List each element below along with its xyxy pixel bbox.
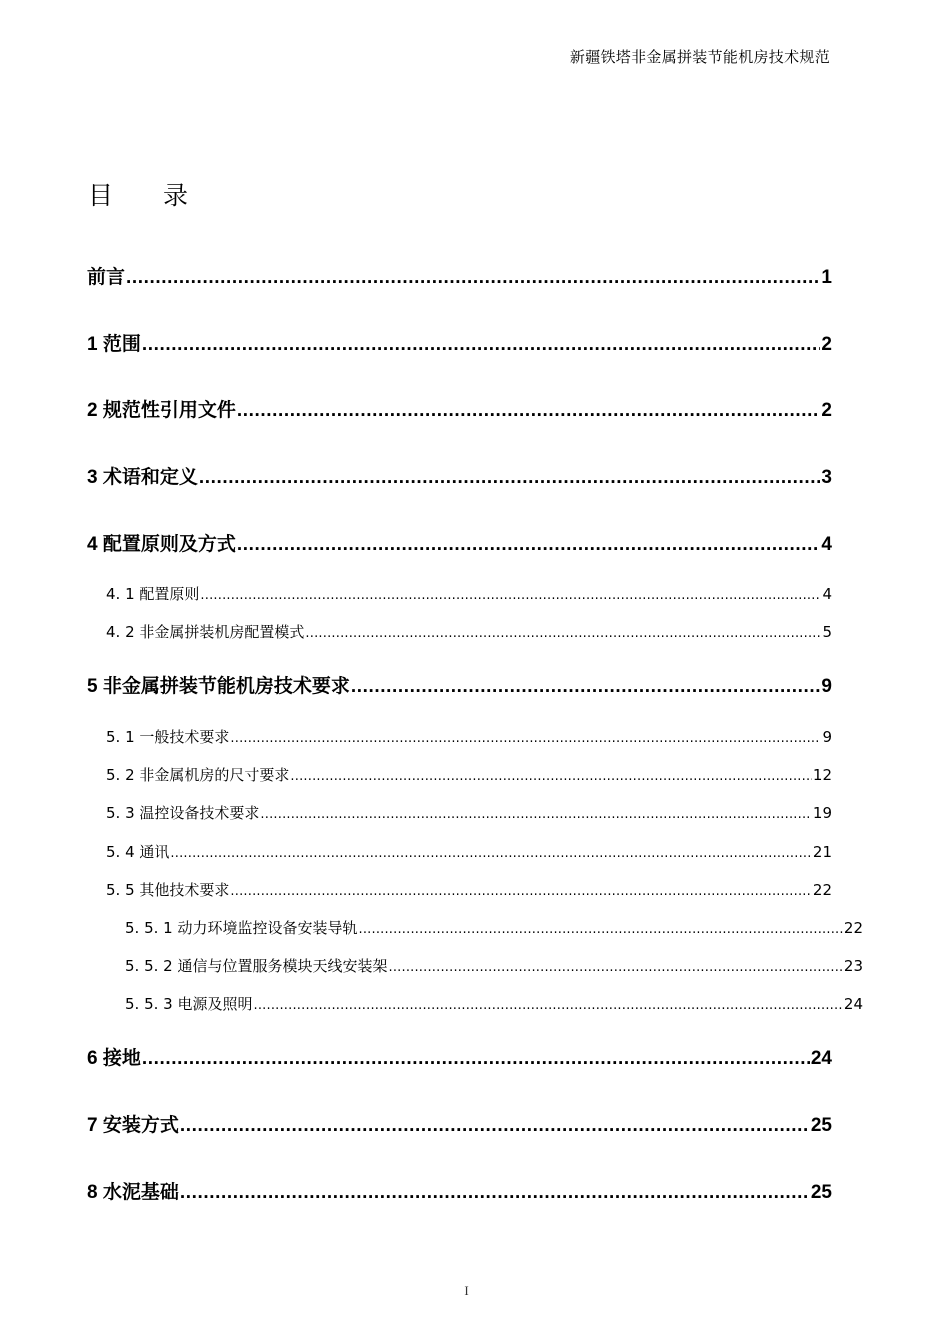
- dot-leader: [260, 807, 812, 822]
- toc-entry-5-5-2[interactable]: [125, 955, 863, 976]
- toc-entry-page: 5: [822, 623, 832, 641]
- dot-leader: [142, 334, 821, 356]
- dot-leader: [305, 626, 821, 641]
- toc-entry-label: 5. 2 非金属机房的尺寸要求: [106, 766, 290, 784]
- toc-entry-5-2[interactable]: [106, 764, 832, 785]
- toc-entry-label: 4 配置原则及方式: [87, 534, 236, 555]
- toc-entry-page: 2: [821, 400, 832, 421]
- toc-entry-preface[interactable]: [87, 262, 832, 289]
- page-number: I: [464, 1283, 469, 1298]
- toc-title-char-1: 目: [88, 181, 114, 210]
- toc-entry-page: 22: [812, 881, 832, 899]
- toc-entry-1[interactable]: [87, 329, 832, 356]
- dot-leader: [126, 267, 820, 289]
- toc-entry-6[interactable]: [87, 1043, 832, 1070]
- toc-entry-4-2[interactable]: [106, 621, 832, 642]
- dot-leader: [253, 998, 842, 1013]
- toc-entry-4[interactable]: [87, 529, 832, 556]
- toc-entry-label: 1 范围: [87, 334, 141, 355]
- toc-entry-label: 5. 5. 1 动力环境监控设备安装导轨: [125, 919, 358, 937]
- toc-entry-label: 5. 3 温控设备技术要求: [106, 804, 260, 822]
- dot-leader: [170, 846, 812, 861]
- dot-leader: [237, 400, 821, 422]
- dot-leader: [388, 960, 842, 975]
- toc-title: [88, 176, 188, 212]
- toc-entry-page: 24: [843, 995, 863, 1013]
- toc-entry-label: 2 规范性引用文件: [87, 400, 236, 421]
- toc-entry-page: 3: [821, 467, 832, 488]
- document-header: 新疆铁塔非金属拼装节能机房技术规范: [569, 48, 830, 66]
- dot-leader: [351, 676, 821, 698]
- toc-entry-5-3[interactable]: [106, 802, 832, 823]
- toc-entry-5-5-1[interactable]: [125, 917, 863, 938]
- dot-leader: [290, 769, 812, 784]
- toc-entry-label: 4. 1 配置原则: [106, 585, 200, 603]
- toc-entry-label: 7 安装方式: [87, 1115, 179, 1136]
- toc-entry-label: 8 水泥基础: [87, 1182, 179, 1203]
- toc-entry-4-1[interactable]: [106, 583, 832, 604]
- toc-entry-label: 5 非金属拼装节能机房技术要求: [87, 676, 350, 697]
- toc-entry-page: 2: [821, 334, 832, 355]
- toc-entry-2[interactable]: [87, 395, 832, 422]
- toc-entry-page: 4: [821, 534, 832, 555]
- dot-leader: [199, 467, 821, 489]
- toc-entry-page: 25: [810, 1115, 832, 1136]
- toc-entry-5-5-3[interactable]: [125, 993, 863, 1014]
- toc-entry-page: 12: [812, 766, 832, 784]
- toc-entry-label: 前言: [87, 267, 126, 288]
- toc-entry-page: 19: [812, 804, 832, 822]
- toc-entry-page: 1: [821, 267, 832, 288]
- toc-entry-page: 21: [812, 843, 832, 861]
- toc-entry-label: 5. 1 一般技术要求: [106, 728, 230, 746]
- toc-entry-page: 23: [843, 957, 863, 975]
- dot-leader: [180, 1115, 810, 1137]
- dot-leader: [358, 922, 842, 937]
- toc-entry-label: 4. 2 非金属拼装机房配置模式: [106, 623, 305, 641]
- toc-entry-3[interactable]: [87, 462, 832, 489]
- toc-entry-page: 25: [810, 1182, 832, 1203]
- toc-entry-label: 5. 5 其他技术要求: [106, 881, 230, 899]
- dot-leader: [230, 731, 821, 746]
- dot-leader: [180, 1182, 810, 1204]
- toc-entry-label: 5. 5. 2 通信与位置服务模块天线安装架: [125, 957, 388, 975]
- dot-leader: [142, 1048, 810, 1070]
- toc-entry-8[interactable]: [87, 1177, 832, 1204]
- toc-entry-5-4[interactable]: [106, 841, 832, 862]
- toc-title-char-2: 录: [163, 181, 189, 210]
- toc-entry-7[interactable]: [87, 1110, 832, 1137]
- toc-entry-label: 5. 4 通讯: [106, 843, 170, 861]
- toc-entry-5-1[interactable]: [106, 726, 832, 747]
- dot-leader: [230, 884, 812, 899]
- toc-entry-label: 3 术语和定义: [87, 467, 198, 488]
- dot-leader: [200, 588, 821, 603]
- toc-entry-label: 5. 5. 3 电源及照明: [125, 995, 253, 1013]
- toc-entry-page: 24: [810, 1048, 832, 1069]
- toc-entry-page: 4: [822, 585, 832, 603]
- toc-entry-page: 9: [822, 728, 832, 746]
- toc-entry-5-5[interactable]: [106, 879, 832, 900]
- toc-entry-page: 9: [821, 676, 832, 697]
- toc-entry-label: 6 接地: [87, 1048, 141, 1069]
- toc-entry-page: 22: [843, 919, 863, 937]
- toc-entry-5[interactable]: [87, 671, 832, 698]
- dot-leader: [237, 534, 821, 556]
